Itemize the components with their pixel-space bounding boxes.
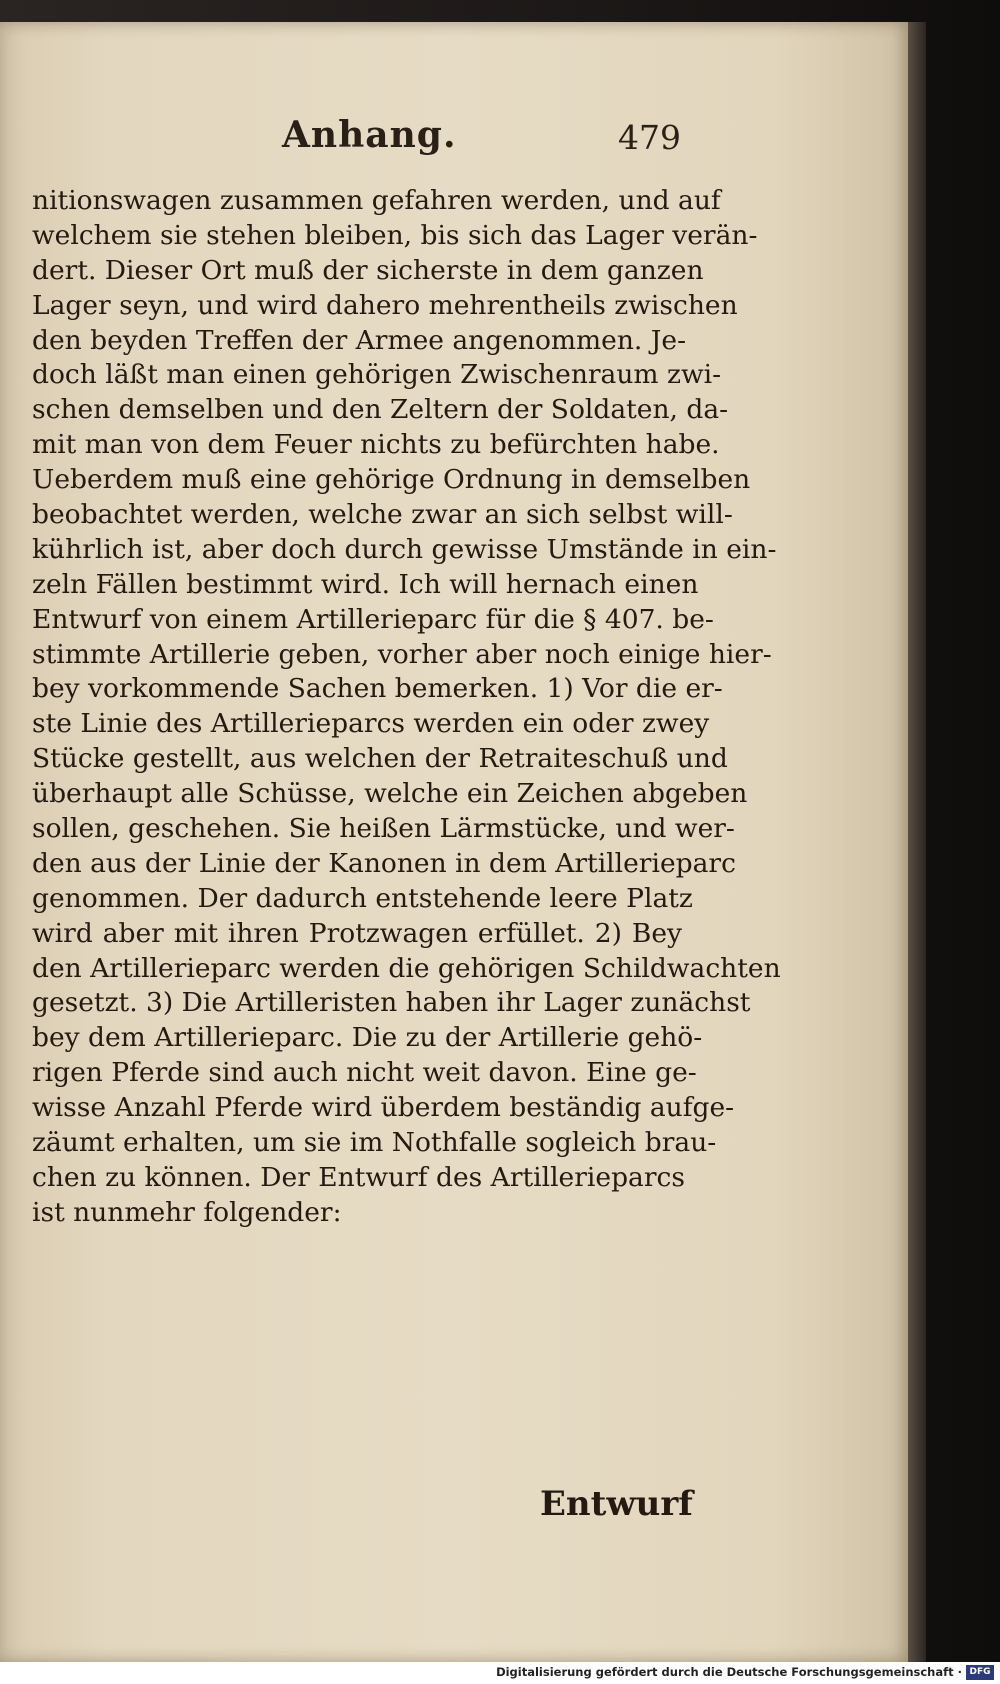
body-text [32, 184, 781, 1231]
catchword: Entwurf [540, 1484, 693, 1524]
text-line: sollen, geschehen. Sie heißen Lärmstücke, und wer- [32, 813, 735, 845]
text-line: doch läßt man einen gehörigen Zwischenraum zwi- [32, 359, 722, 391]
text-line: schen demselben und den Zeltern der Soldaten, da- [32, 394, 729, 426]
text-line: ste Linie des Artillerieparcs werden ein oder zwey [32, 708, 710, 740]
text-line: den Artillerieparc werden die gehörigen Schildwachten [32, 952, 781, 984]
text-line: dert. Dieser Ort muß der sicherste in dem ganzen [32, 254, 704, 286]
text-line: den beyden Treffen der Armee angenommen. Je- [32, 324, 687, 356]
text-line: welchem sie stehen bleiben, bis sich das Lager verän- [32, 219, 758, 251]
page-header [0, 108, 908, 168]
text-line: beobachtet werden, welche zwar an sich selbst will- [32, 499, 733, 531]
text-line: zäumt erhalten, um sie im Nothfalle sogleich brau- [32, 1127, 717, 1159]
text-line: ist nunmehr folgender: [32, 1196, 342, 1228]
text-line: bey vorkommende Sachen bemerken. 1) Vor die er- [32, 673, 723, 705]
text-line: wisse Anzahl Pferde wird überdem beständig aufge- [32, 1092, 735, 1124]
text-line: Ueberdem muß eine gehörige Ordnung in demselben [32, 464, 751, 496]
text-line: nitionswagen zusammen gefahren werden, und auf [32, 185, 721, 216]
text-line: stimmte Artillerie geben, vorher aber noch einige hier- [32, 638, 772, 670]
text-line: bey dem Artillerieparc. Die zu der Artillerie gehö- [32, 1022, 703, 1054]
footer-credit: Digitalisierung gefördert durch die Deutsche Forschungsgemeinschaft · [496, 1665, 962, 1679]
dfg-logo: DFG [966, 1665, 994, 1680]
text-line: zeln Fällen bestimmt wird. Ich will hernach einen [32, 568, 699, 600]
text-line: Entwurf von einem Artillerieparc für die § 407. be- [32, 603, 714, 635]
text-line: genommen. Der dadurch entstehende leere Platz [32, 882, 693, 914]
text-line: Stücke gestellt, aus welchen der Retraiteschuß und [32, 743, 728, 775]
text-line: überhaupt alle Schüsse, welche ein Zeichen abgeben [32, 778, 748, 810]
text-line: wird aber mit ihren Protzwagen erfüllet. 2) Bey [32, 917, 682, 949]
text-line: mit man von dem Feuer nichts zu befürchten habe. [32, 429, 720, 461]
text-line: Lager seyn, und wird dahero mehrentheils zwischen [32, 289, 738, 321]
page-edge [908, 22, 926, 1662]
text-line: kührlich ist, aber doch durch gewisse Umstände in ein- [32, 533, 777, 565]
text-line: rigen Pferde sind auch nicht weit davon. Eine ge- [32, 1057, 697, 1089]
text-line: den aus der Linie der Kanonen in dem Artillerieparc [32, 847, 736, 879]
running-head: Anhang. [282, 114, 457, 156]
text-line: gesetzt. 3) Die Artilleristen haben ihr Lager zunächst [32, 987, 751, 1019]
footer-band [0, 1662, 1000, 1684]
text-line: chen zu können. Der Entwurf des Artillerieparcs [32, 1161, 685, 1193]
page-number: 479 [618, 118, 681, 157]
